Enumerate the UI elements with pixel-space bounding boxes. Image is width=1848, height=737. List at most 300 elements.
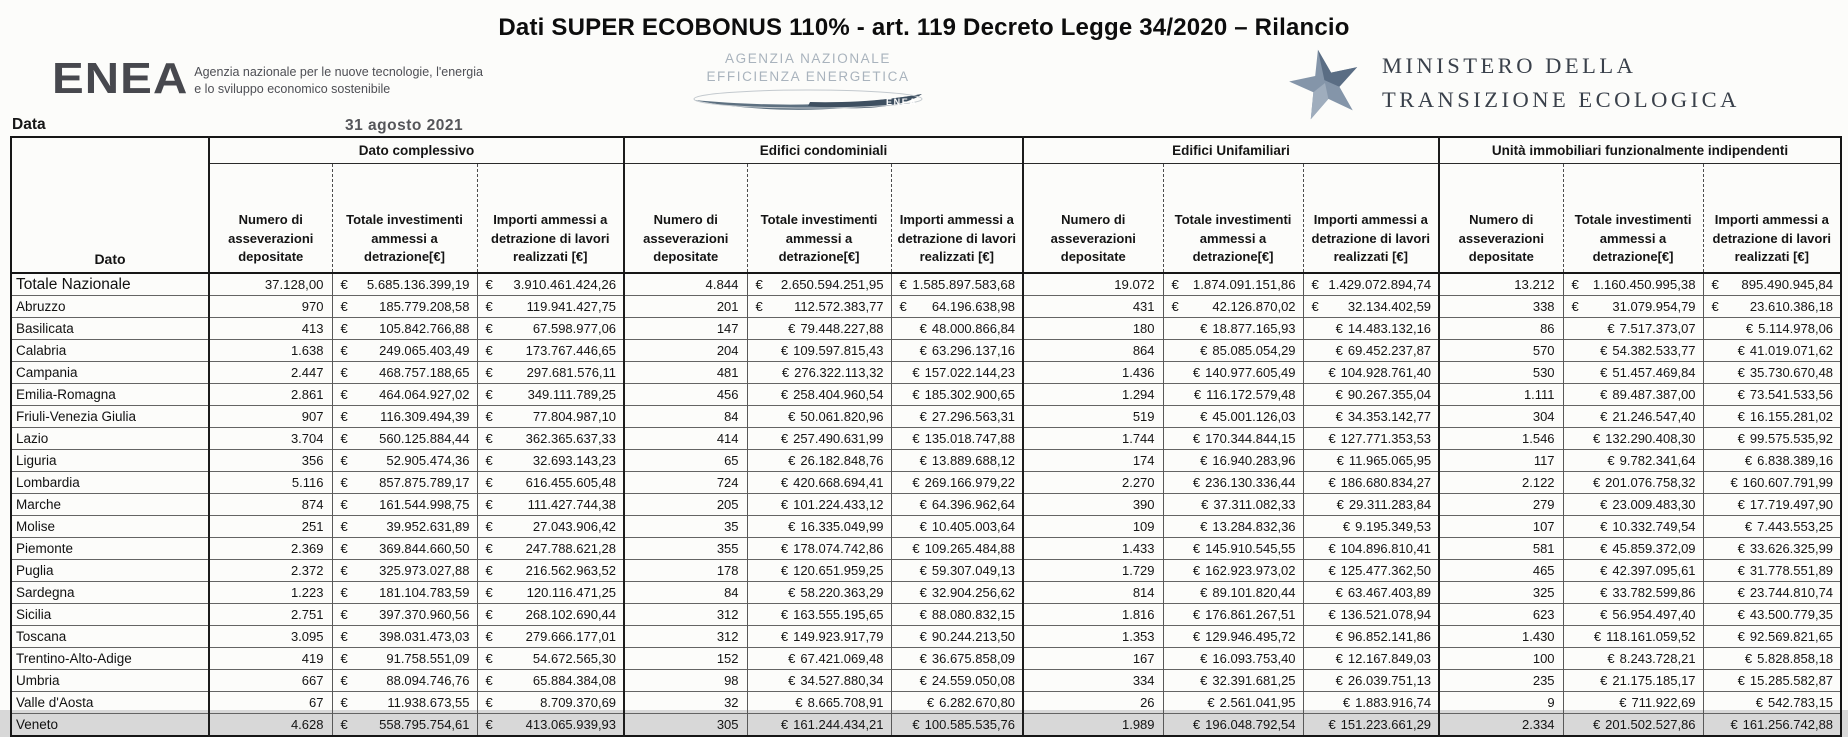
currency-value: 10.332.749,54 <box>1612 519 1696 534</box>
asseverazioni-count-cell: 100 <box>1439 648 1563 670</box>
importi-cell <box>1703 340 1841 362</box>
currency-symbol: € <box>1600 365 1608 380</box>
currency-symbol: € <box>1335 629 1343 644</box>
currency-symbol: € <box>1328 563 1336 578</box>
row-label: Puglia <box>11 560 209 582</box>
row-label: Campania <box>11 362 209 384</box>
currency-symbol: € <box>1311 277 1319 292</box>
asseverazioni-count-cell: 2.122 <box>1439 472 1563 494</box>
asseverazioni-count-cell: 581 <box>1439 538 1563 560</box>
investimenti-cell <box>332 384 477 406</box>
currency-symbol: € <box>485 475 493 490</box>
importi-cell <box>1303 273 1439 296</box>
asseverazioni-count-cell: 3.704 <box>209 428 332 450</box>
table-row <box>11 340 1841 362</box>
importi-cell <box>891 560 1023 582</box>
importi-cell <box>477 670 624 692</box>
currency-value: 558.795.754,61 <box>379 717 470 732</box>
row-label: Toscana <box>11 626 209 648</box>
importi-cell <box>1303 692 1439 714</box>
currency-symbol: € <box>340 607 348 622</box>
currency-value: 104.928.761,40 <box>1340 365 1432 380</box>
currency-symbol: € <box>1200 651 1208 666</box>
currency-symbol: € <box>340 321 348 336</box>
importi-cell <box>891 472 1023 494</box>
currency-symbol: € <box>1335 673 1343 688</box>
asseverazioni-count-cell: 1.353 <box>1023 626 1163 648</box>
importi-cell <box>1303 516 1439 538</box>
currency-symbol: € <box>485 321 493 336</box>
importi-cell <box>891 626 1023 648</box>
asseverazioni-count-cell: 305 <box>624 714 747 737</box>
column-header: Numero di asseverazioni depositate <box>209 164 332 274</box>
asseverazioni-count-cell: 9 <box>1439 692 1563 714</box>
asseverazioni-count-cell: 1.816 <box>1023 604 1163 626</box>
currency-symbol: € <box>1737 343 1745 358</box>
enea-tagline-line1: Agenzia nazionale per le nuove tecnologie, l'energia <box>194 65 483 79</box>
currency-value: 39.952.631,89 <box>386 519 470 534</box>
importi-cell <box>1703 714 1841 737</box>
currency-value: 96.852.141,86 <box>1347 629 1432 644</box>
asseverazioni-count-cell: 2.334 <box>1439 714 1563 737</box>
asseverazioni-count-cell: 13.212 <box>1439 273 1563 296</box>
currency-symbol: € <box>1335 343 1343 358</box>
currency-value: 54.672.565,30 <box>532 651 617 666</box>
currency-symbol: € <box>1328 431 1336 446</box>
currency-symbol: € <box>340 717 348 732</box>
currency-symbol: € <box>1600 343 1608 358</box>
column-header: Totale investimenti ammessi a detrazione[€] <box>332 164 477 274</box>
investimenti-cell <box>1163 582 1303 604</box>
currency-symbol: € <box>912 475 920 490</box>
currency-symbol: € <box>1737 541 1745 556</box>
currency-value: 178.074.742,86 <box>793 541 884 556</box>
currency-value: 85.085.054,29 <box>1212 343 1296 358</box>
asseverazioni-count-cell: 152 <box>624 648 747 670</box>
swoosh-icon <box>690 88 926 116</box>
currency-symbol: € <box>1607 453 1615 468</box>
currency-value: 163.555.195,65 <box>793 607 884 622</box>
currency-value: 216.562.963,52 <box>525 563 617 578</box>
asseverazioni-count-cell: 970 <box>209 296 332 318</box>
currency-value: 129.946.495,72 <box>1205 629 1296 644</box>
currency-symbol: € <box>1336 453 1344 468</box>
currency-symbol: € <box>1571 277 1579 292</box>
asseverazioni-count-cell: 201 <box>624 296 747 318</box>
importi-cell <box>477 604 624 626</box>
importi-cell <box>1303 560 1439 582</box>
currency-value: 65.884.384,08 <box>532 673 617 688</box>
row-label: Sardegna <box>11 582 209 604</box>
currency-symbol: € <box>780 431 789 446</box>
currency-value: 149.923.917,79 <box>793 629 884 644</box>
importi-cell <box>891 296 1023 318</box>
currency-symbol: € <box>1192 607 1201 622</box>
importi-cell <box>477 582 624 604</box>
investimenti-cell <box>1163 384 1303 406</box>
importi-cell <box>891 340 1023 362</box>
currency-value: 89.487.387,00 <box>1612 387 1696 402</box>
currency-value: 77.804.987,10 <box>532 409 617 424</box>
currency-value: 1.874.091.151,86 <box>1192 277 1296 292</box>
currency-value: 42.397.095,61 <box>1612 563 1696 578</box>
column-header: Totale investimenti ammessi a detrazione[€] <box>747 164 891 274</box>
importi-cell <box>1703 450 1841 472</box>
asseverazioni-count-cell: 2.372 <box>209 560 332 582</box>
table-row <box>11 714 1841 737</box>
investimenti-cell <box>1563 472 1703 494</box>
asseverazioni-count-cell: 205 <box>624 494 747 516</box>
importi-cell <box>477 362 624 384</box>
table-row <box>11 560 1841 582</box>
currency-value: 132.290.408,30 <box>1605 431 1696 446</box>
importi-cell <box>1703 516 1841 538</box>
importi-cell <box>477 560 624 582</box>
currency-value: 13.889.688,12 <box>931 453 1016 468</box>
currency-symbol: € <box>1607 651 1615 666</box>
asseverazioni-count-cell: 5.116 <box>209 472 332 494</box>
asseverazioni-count-cell: 907 <box>209 406 332 428</box>
group-header-0: Dato complessivo <box>209 137 624 164</box>
currency-symbol: € <box>1200 343 1208 358</box>
data-label: Data <box>12 116 46 133</box>
asseverazioni-count-cell: 390 <box>1023 494 1163 516</box>
investimenti-cell <box>747 560 891 582</box>
currency-value: 464.064.927,02 <box>379 387 470 402</box>
currency-value: 468.757.188,65 <box>379 365 470 380</box>
currency-symbol: € <box>1744 453 1753 468</box>
importi-cell <box>1703 582 1841 604</box>
importi-cell <box>891 384 1023 406</box>
currency-value: 64.196.638,98 <box>931 299 1016 314</box>
currency-symbol: € <box>912 431 920 446</box>
asseverazioni-count-cell: 456 <box>624 384 747 406</box>
table-row <box>11 648 1841 670</box>
currency-value: 161.256.742,88 <box>1742 717 1834 732</box>
currency-value: 90.244.213,50 <box>931 629 1016 644</box>
importi-cell <box>891 450 1023 472</box>
asseverazioni-count-cell: 1.294 <box>1023 384 1163 406</box>
currency-value: 2.561.041,95 <box>1219 695 1296 710</box>
asseverazioni-count-cell: 2.447 <box>209 362 332 384</box>
currency-value: 125.477.362,50 <box>1340 563 1432 578</box>
currency-value: 41.019.071,62 <box>1749 343 1834 358</box>
currency-value: 88.094.746,76 <box>386 673 470 688</box>
currency-value: 2.650.594.251,95 <box>780 277 884 292</box>
importi-cell <box>1703 648 1841 670</box>
group-header-1: Edifici condominiali <box>624 137 1023 164</box>
currency-symbol: € <box>755 277 763 292</box>
investimenti-cell <box>1163 604 1303 626</box>
table-body <box>11 273 1841 736</box>
currency-symbol: € <box>340 365 348 380</box>
investimenti-cell <box>747 406 891 428</box>
currency-symbol: € <box>781 365 790 380</box>
currency-value: 48.000.866,84 <box>931 321 1016 336</box>
currency-symbol: € <box>340 277 348 292</box>
agenzia-efficienza-logo <box>668 50 948 122</box>
importi-cell <box>1303 538 1439 560</box>
importi-cell <box>477 626 624 648</box>
asseverazioni-count-cell: 312 <box>624 604 747 626</box>
currency-value: 1.883.916,74 <box>1355 695 1432 710</box>
investimenti-cell <box>747 604 891 626</box>
row-label: Basilicata <box>11 318 209 340</box>
table-row <box>11 450 1841 472</box>
currency-symbol: € <box>1711 277 1719 292</box>
investimenti-cell <box>332 362 477 384</box>
currency-symbol: € <box>788 453 796 468</box>
investimenti-cell <box>1163 516 1303 538</box>
table-row <box>11 538 1841 560</box>
currency-value: 23.009.483,30 <box>1612 497 1696 512</box>
investimenti-cell <box>1563 340 1703 362</box>
table-row <box>11 472 1841 494</box>
currency-symbol: € <box>1200 409 1208 424</box>
currency-symbol: € <box>1737 497 1745 512</box>
investimenti-cell <box>1163 714 1303 737</box>
currency-value: 157.022.144,23 <box>924 365 1016 380</box>
currency-value: 279.666.177,01 <box>525 629 617 644</box>
currency-value: 45.001.126,03 <box>1212 409 1296 424</box>
importi-cell <box>1303 450 1439 472</box>
swoosh-enea-label: ENEA <box>886 97 918 108</box>
importi-cell <box>477 538 624 560</box>
currency-symbol: € <box>1744 651 1753 666</box>
importi-cell <box>1303 494 1439 516</box>
column-header: Totale investimenti ammessi a detrazione[€] <box>1163 164 1303 274</box>
asseverazioni-count-cell: 147 <box>624 318 747 340</box>
asseverazioni-count-cell: 1.546 <box>1439 428 1563 450</box>
importi-cell <box>891 516 1023 538</box>
currency-value: 90.267.355,04 <box>1347 387 1432 402</box>
importi-cell <box>477 472 624 494</box>
asseverazioni-count-cell: 864 <box>1023 340 1163 362</box>
asseverazioni-count-cell: 109 <box>1023 516 1163 538</box>
currency-symbol: € <box>1171 277 1179 292</box>
currency-symbol: € <box>485 299 493 314</box>
currency-value: 7.443.553,25 <box>1757 519 1834 534</box>
currency-symbol: € <box>1600 607 1608 622</box>
agenzia-logo-line1: AGENZIA NAZIONALE <box>725 51 891 66</box>
investimenti-cell <box>332 296 477 318</box>
currency-value: 119.941.427,75 <box>526 299 617 314</box>
currency-value: 413.065.939,93 <box>525 717 617 732</box>
importi-cell <box>1703 538 1841 560</box>
currency-value: 236.130.336,44 <box>1205 475 1296 490</box>
asseverazioni-count-cell: 35 <box>624 516 747 538</box>
currency-symbol: € <box>1600 409 1608 424</box>
importi-cell <box>1303 582 1439 604</box>
currency-value: 34.353.142,77 <box>1347 409 1432 424</box>
investimenti-cell <box>747 692 891 714</box>
currency-symbol: € <box>1600 585 1608 600</box>
currency-value: 23.610.386,18 <box>1749 299 1834 314</box>
currency-value: 12.167.849,03 <box>1347 651 1432 666</box>
currency-value: 11.965.065,95 <box>1348 453 1432 468</box>
currency-symbol: € <box>1335 651 1343 666</box>
currency-symbol: € <box>912 541 920 556</box>
asseverazioni-count-cell: 481 <box>624 362 747 384</box>
currency-value: 269.166.979,22 <box>924 475 1016 490</box>
importi-cell <box>1303 428 1439 450</box>
table-row <box>11 670 1841 692</box>
importi-cell <box>1703 604 1841 626</box>
currency-symbol: € <box>919 497 927 512</box>
investimenti-cell <box>332 450 477 472</box>
investimenti-cell <box>1163 538 1303 560</box>
importi-cell <box>1303 384 1439 406</box>
currency-symbol: € <box>899 277 907 292</box>
currency-symbol: € <box>919 563 927 578</box>
table-row <box>11 626 1841 648</box>
group-header-2: Edifici Unifamiliari <box>1023 137 1439 164</box>
currency-value: 31.079.954,79 <box>1612 299 1696 314</box>
investimenti-cell <box>332 273 477 296</box>
investimenti-cell <box>1563 538 1703 560</box>
investimenti-cell <box>1163 648 1303 670</box>
currency-symbol: € <box>1755 695 1763 710</box>
currency-value: 186.680.834,27 <box>1340 475 1432 490</box>
currency-value: 16.940.283,96 <box>1212 453 1296 468</box>
asseverazioni-count-cell: 26 <box>1023 692 1163 714</box>
currency-value: 58.220.363,29 <box>800 585 884 600</box>
importi-cell <box>477 516 624 538</box>
currency-value: 51.457.469,84 <box>1612 365 1696 380</box>
currency-value: 27.296.563,31 <box>931 409 1016 424</box>
currency-value: 268.102.690,44 <box>525 607 617 622</box>
currency-value: 542.783,15 <box>1767 695 1834 710</box>
row-label: Calabria <box>11 340 209 362</box>
currency-symbol: € <box>919 453 927 468</box>
investimenti-cell <box>332 692 477 714</box>
currency-symbol: € <box>485 277 493 292</box>
investimenti-cell <box>747 340 891 362</box>
currency-value: 10.405.003,64 <box>931 519 1016 534</box>
currency-symbol: € <box>919 321 927 336</box>
column-header: Numero di asseverazioni depositate <box>1439 164 1563 274</box>
currency-symbol: € <box>340 409 348 424</box>
asseverazioni-count-cell: 84 <box>624 582 747 604</box>
importi-cell <box>1703 626 1841 648</box>
currency-value: 145.910.545,55 <box>1205 541 1296 556</box>
investimenti-cell <box>747 384 891 406</box>
page-title: Dati SUPER ECOBONUS 110% - art. 119 Decreto Legge 34/2020 – Rilancio <box>498 14 1350 41</box>
currency-value: 109.265.484,88 <box>924 541 1016 556</box>
investimenti-cell <box>1163 472 1303 494</box>
investimenti-cell <box>1563 626 1703 648</box>
investimenti-cell <box>747 516 891 538</box>
investimenti-cell <box>1563 384 1703 406</box>
asseverazioni-count-cell: 356 <box>209 450 332 472</box>
investimenti-cell <box>747 538 891 560</box>
asseverazioni-count-cell: 1.111 <box>1439 384 1563 406</box>
currency-symbol: € <box>1335 321 1343 336</box>
investimenti-cell <box>747 296 891 318</box>
currency-value: 26.039.751,13 <box>1347 673 1432 688</box>
currency-value: 15.285.582,87 <box>1749 673 1834 688</box>
importi-cell <box>1703 273 1841 296</box>
currency-symbol: € <box>485 541 493 556</box>
importi-cell <box>891 648 1023 670</box>
table-row <box>11 692 1841 714</box>
table-row <box>11 516 1841 538</box>
asseverazioni-count-cell: 1.638 <box>209 340 332 362</box>
currency-value: 31.778.551,89 <box>1749 563 1834 578</box>
currency-symbol: € <box>919 607 927 622</box>
currency-value: 16.335.049,99 <box>800 519 884 534</box>
importi-cell <box>477 450 624 472</box>
currency-symbol: € <box>919 629 927 644</box>
currency-symbol: € <box>340 387 348 402</box>
asseverazioni-count-cell: 1.433 <box>1023 538 1163 560</box>
investimenti-cell <box>1163 406 1303 428</box>
currency-value: 136.521.078,94 <box>1340 607 1432 622</box>
currency-symbol: € <box>912 365 920 380</box>
importi-cell <box>477 714 624 737</box>
investimenti-cell <box>747 714 891 737</box>
row-label: Liguria <box>11 450 209 472</box>
currency-value: 151.223.661,29 <box>1340 717 1432 732</box>
asseverazioni-count-cell: 1.223 <box>209 582 332 604</box>
investimenti-cell <box>1563 560 1703 582</box>
importi-cell <box>1703 428 1841 450</box>
investimenti-cell <box>747 648 891 670</box>
currency-value: 50.061.820,96 <box>800 409 884 424</box>
importi-cell <box>891 714 1023 737</box>
investimenti-cell <box>747 318 891 340</box>
asseverazioni-count-cell: 814 <box>1023 582 1163 604</box>
importi-cell <box>1303 406 1439 428</box>
currency-symbol: € <box>1200 585 1208 600</box>
investimenti-cell <box>332 670 477 692</box>
currency-symbol: € <box>340 475 348 490</box>
currency-value: 32.904.256,62 <box>931 585 1016 600</box>
currency-symbol: € <box>1737 409 1745 424</box>
currency-value: 247.788.621,28 <box>525 541 617 556</box>
asseverazioni-count-cell: 235 <box>1439 670 1563 692</box>
currency-symbol: € <box>755 299 763 314</box>
currency-symbol: € <box>1335 387 1343 402</box>
asseverazioni-count-cell: 570 <box>1439 340 1563 362</box>
currency-value: 16.155.281,02 <box>1749 409 1834 424</box>
currency-value: 3.910.461.424,26 <box>513 277 617 292</box>
investimenti-cell <box>747 273 891 296</box>
currency-symbol: € <box>1730 475 1738 490</box>
investimenti-cell <box>332 428 477 450</box>
currency-value: 181.104.783,59 <box>379 585 470 600</box>
currency-symbol: € <box>1200 673 1208 688</box>
asseverazioni-count-cell: 519 <box>1023 406 1163 428</box>
currency-symbol: € <box>780 629 789 644</box>
currency-symbol: € <box>340 695 348 710</box>
currency-symbol: € <box>340 299 348 314</box>
asseverazioni-count-cell: 2.270 <box>1023 472 1163 494</box>
asseverazioni-count-cell: 107 <box>1439 516 1563 538</box>
currency-value: 398.031.473,03 <box>379 629 470 644</box>
currency-value: 23.744.810,74 <box>1749 585 1834 600</box>
currency-value: 8.243.728,21 <box>1619 651 1696 666</box>
importi-cell <box>891 318 1023 340</box>
importi-cell <box>1703 494 1841 516</box>
currency-symbol: € <box>788 651 796 666</box>
currency-value: 92.569.821,65 <box>1749 629 1834 644</box>
row-label: Piemonte <box>11 538 209 560</box>
asseverazioni-count-cell: 3.095 <box>209 626 332 648</box>
currency-symbol: € <box>1193 387 1202 402</box>
investimenti-cell <box>332 340 477 362</box>
currency-symbol: € <box>485 673 493 688</box>
